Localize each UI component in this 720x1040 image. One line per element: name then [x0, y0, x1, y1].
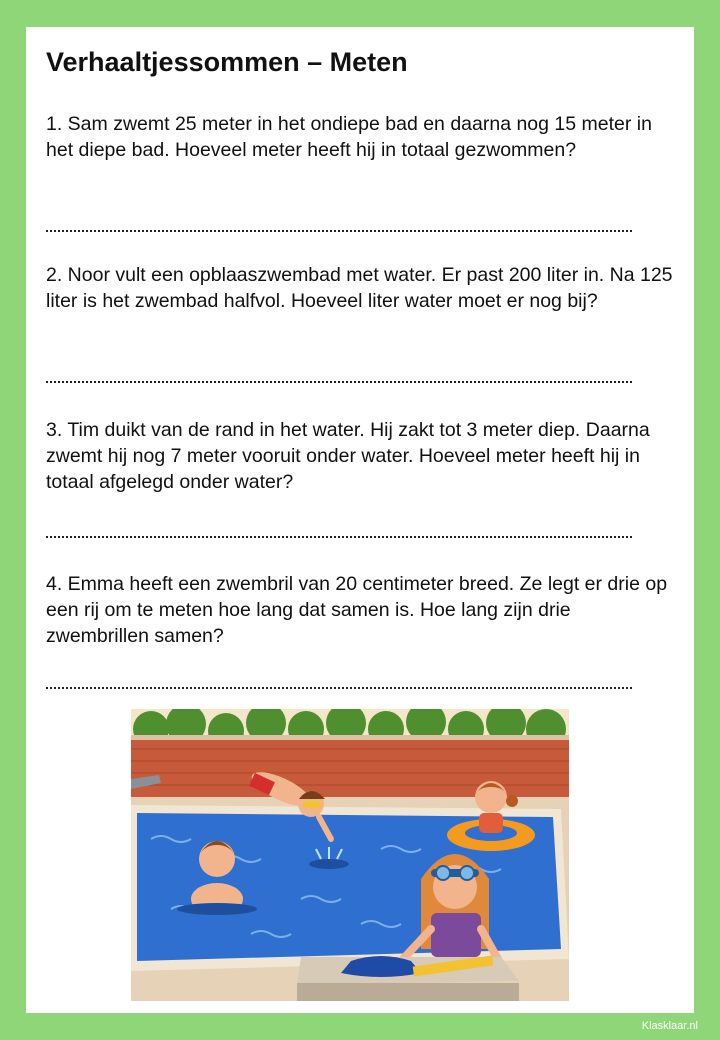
question-2: 2. Noor vult een opblaaszwembad met water. Er past 200 liter in. Na 125 liter is het zwembad halfvol. Hoeveel liter water moet er nog bij?	[46, 264, 673, 312]
question-4: 4. Emma heeft een zwembril van 20 centimeter breed. Ze legt er drie op een rij om te meten hoe lang dat samen is. Hoe lang zijn drie zwembrillen samen?	[46, 573, 668, 647]
answer-line-2	[46, 381, 632, 383]
question-3: 3. Tim duikt van de rand in het water. Hij zakt tot 3 meter diep. Daarna zwemt hij nog 7 meter vooruit onder water. Hoeveel meter heeft hij in totaal afgelegd onder water?	[46, 419, 650, 493]
worksheet	[26, 27, 694, 1013]
page-title: Verhaaltjessommen – Meten	[46, 47, 408, 77]
answer-line-4	[46, 687, 632, 689]
answer-line-1	[46, 230, 632, 232]
footer-credit: Klasklaar.nl	[641, 1020, 698, 1032]
answer-line-3	[46, 536, 632, 538]
pool-illustration	[131, 709, 569, 1001]
question-1: 1. Sam zwemt 25 meter in het ondiepe bad en daarna nog 15 meter in het diepe bad. Hoeveel meter heeft hij in totaal gezwommen?	[46, 113, 652, 161]
